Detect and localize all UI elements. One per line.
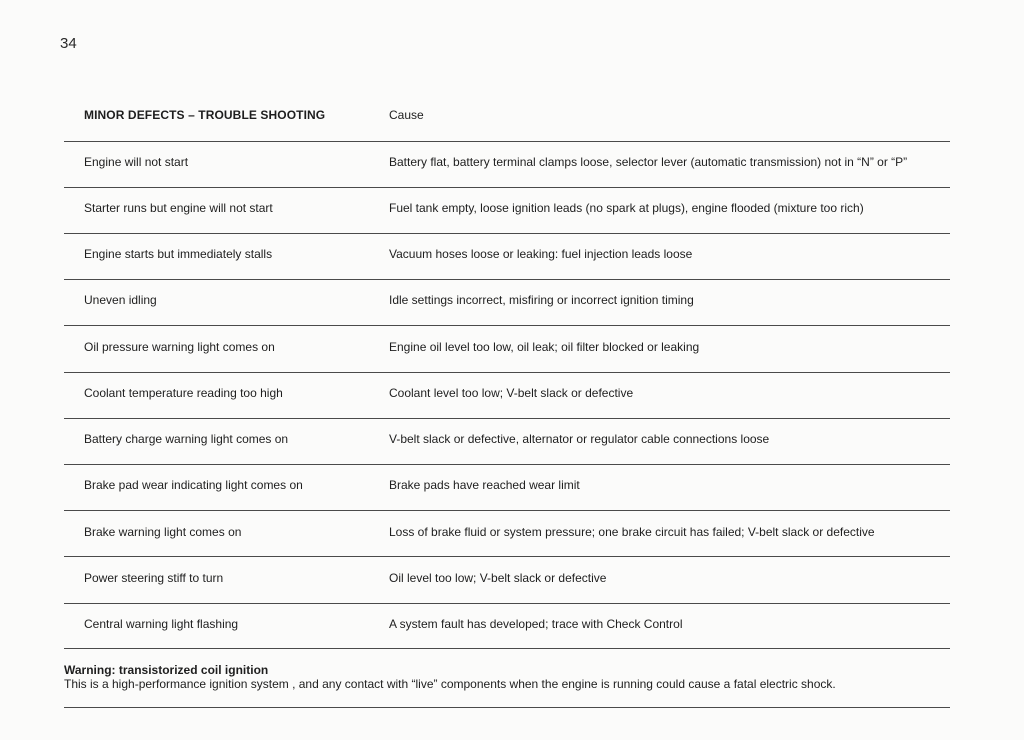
table-row [84,340,950,358]
page-number: 34 [60,35,77,52]
table-divider [64,648,950,649]
table-row [84,201,950,219]
cause-cell: Coolant level too low; V-belt slack or defective [389,386,634,400]
symptom-cell: Battery charge warning light comes on [84,432,289,446]
table-divider [64,233,950,234]
table-divider [64,603,950,604]
table-divider [64,279,950,280]
cause-cell: Loss of brake fluid or system pressure; one brake circuit has failed; V-belt slack or defective [389,525,875,539]
table-row [84,155,950,173]
table-row [84,617,950,635]
cause-cell: Vacuum hoses loose or leaking: fuel injection leads loose [389,247,693,261]
table-divider [64,141,950,142]
table-title: MINOR DEFECTS – TROUBLE SHOOTING [84,108,326,122]
symptom-cell: Central warning light flashing [84,617,239,631]
table-header [84,108,950,126]
symptom-cell: Starter runs but engine will not start [84,201,273,215]
cause-cell: Fuel tank empty, loose ignition leads (no spark at plugs), engine flooded (mixture too rich) [389,201,864,215]
cause-cell: A system fault has developed; trace with Check Control [389,617,683,631]
symptom-cell: Uneven idling [84,293,157,307]
table-divider [64,556,950,557]
table-row [84,478,950,496]
table-row [84,293,950,311]
table-divider [64,325,950,326]
symptom-cell: Brake pad wear indicating light comes on [84,478,303,492]
table-row [84,525,950,543]
table-divider [64,510,950,511]
symptom-cell: Engine will not start [84,155,189,169]
warning-note [64,663,950,691]
cause-cell: V-belt slack or defective, alternator or regulator cable connections loose [389,432,770,446]
table-row [84,432,950,450]
symptom-cell: Oil pressure warning light comes on [84,340,275,354]
cause-cell: Oil level too low; V-belt slack or defective [389,571,607,585]
table-divider [64,187,950,188]
cause-cell: Engine oil level too low, oil leak; oil filter blocked or leaking [389,340,700,354]
table-divider [64,372,950,373]
warning-title: Warning: transistorized coil ignition [64,663,269,677]
cause-cell: Brake pads have reached wear limit [389,478,580,492]
symptom-cell: Coolant temperature reading too high [84,386,283,400]
warning-text: This is a high-performance ignition system , and any contact with “live” components when the engine is running could cause a fatal electric shock. [64,677,836,691]
table-divider [64,464,950,465]
symptom-cell: Brake warning light comes on [84,525,242,539]
table-row [84,386,950,404]
symptom-cell: Power steering stiff to turn [84,571,224,585]
cause-column-header: Cause [389,108,424,122]
table-divider [64,418,950,419]
table-row [84,247,950,265]
symptom-cell: Engine starts but immediately stalls [84,247,273,261]
cause-cell: Idle settings incorrect, misfiring or incorrect ignition timing [389,293,694,307]
cause-cell: Battery flat, battery terminal clamps loose, selector lever (automatic transmission) not in “N” or “P” [389,155,908,169]
table-row [84,571,950,589]
bottom-rule [64,707,950,708]
